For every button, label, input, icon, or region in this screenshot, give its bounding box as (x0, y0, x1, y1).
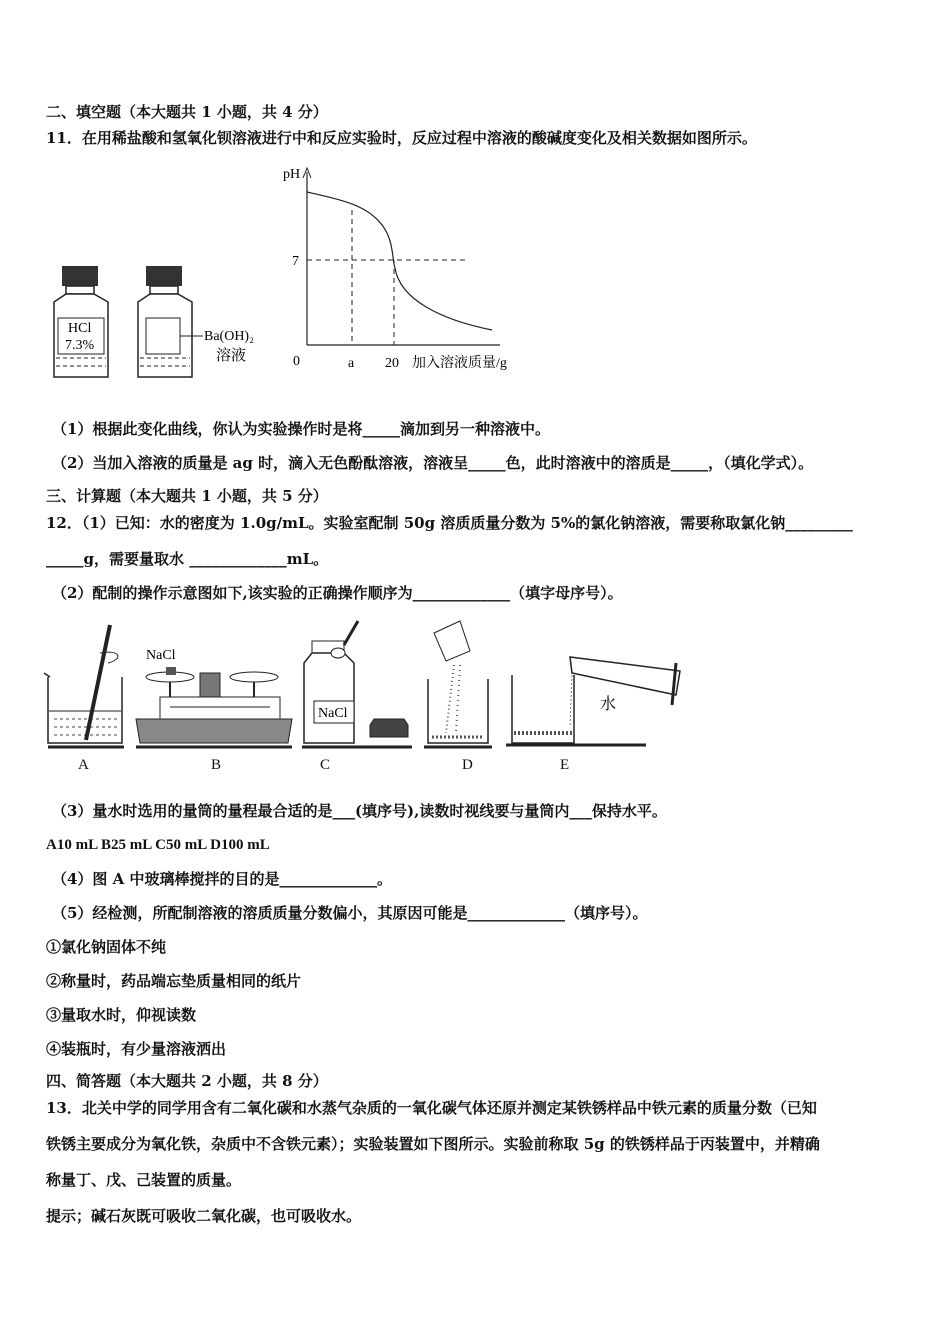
question-12-part-5: （5）经检测，所配制溶液的溶质质量分数偏小，其原因可能是_____________（填序号）。 (52, 904, 648, 922)
ph-curve-graph (282, 160, 537, 375)
nacl-label-bottle: NaCl (318, 706, 348, 721)
x-tick-a: a (348, 356, 355, 371)
reagent-bottles-figure (48, 262, 288, 384)
x-origin: 0 (293, 354, 300, 369)
section-heading-fill-blank: 二、填空题（本大题共 1 小题，共 4 分） (46, 103, 328, 121)
x-tick-20: 20 (385, 356, 399, 371)
figure-label-c: C (320, 757, 331, 773)
question-12-options: A10 mL B25 mL C50 mL D100 mL (46, 837, 270, 853)
bottle2-label-2: 溶液 (216, 348, 247, 364)
reason-4: ④装瓶时，有少量溶液洒出 (46, 1040, 227, 1058)
step-c-taking-nacl (302, 621, 412, 747)
figure-label-e: E (560, 757, 570, 773)
step-d-pouring-solid (424, 621, 492, 747)
figure-label-a: A (78, 757, 89, 773)
reason-3: ③量取水时，仰视读数 (46, 1006, 197, 1024)
question-11-part-2: （2）当加入溶液的质量是 ag 时，滴入无色酚酞溶液，溶液呈_____色，此时溶液中的溶质是_____，（填化学式）。 (52, 454, 814, 472)
figure-label-b: B (211, 757, 222, 773)
question-11-stem: 11．在用稀盐酸和氢氧化钡溶液进行中和反应实验时，反应过程中溶液的酸碱度变化及相关数据如图所示。 (46, 129, 757, 147)
question-13-line-3: 称量丁、戊、己装置的质量。 (46, 1171, 242, 1189)
question-12-part-1a: 12．（1）已知：水的密度为 1.0g/mL。实验室配制 50g 溶质质量分数为 5%的氯化钠溶液，需要称取氯化钠_________ (46, 514, 853, 532)
question-11-part-1: （1）根据此变化曲线，你认为实验操作时是将_____滴加到另一种溶液中。 (52, 420, 550, 438)
reason-1: ①氯化钠固体不纯 (46, 938, 167, 956)
solution-preparation-figure (40, 615, 690, 780)
x-axis-label: 加入溶液质量/g (412, 356, 507, 371)
y-axis-label: pH (283, 167, 301, 182)
bottle1-label-1: HCl (68, 321, 92, 336)
bottle2-cap (146, 266, 182, 286)
question-12-part-2: （2）配制的操作示意图如下,该实验的正确操作顺序为_____________（填字母序号）。 (52, 584, 623, 602)
bottle1-label-2: 7.3% (65, 338, 95, 353)
nacl-label-balance: NaCl (146, 648, 176, 663)
step-a-stirring (44, 625, 124, 747)
question-13-hint: 提示；碱石灰既可吸收二氧化碳，也可吸收水。 (46, 1207, 362, 1225)
question-12-part-1b: _____g，需要量取水 _____________mL。 (46, 550, 329, 568)
figure-label-d: D (462, 757, 473, 773)
reason-2: ②称量时，药品端忘垫质量相同的纸片 (46, 972, 302, 990)
question-13-line-1: 13．北关中学的同学用含有二氧化碳和水蒸气杂质的一氧化碳气体还原并测定某铁锈样品中铁元素的质量分数（已知 (46, 1099, 817, 1117)
bottle1-cap (62, 266, 98, 286)
ph-curve (307, 192, 492, 330)
section-heading-short-answer: 四、简答题（本大题共 2 小题，共 8 分） (46, 1072, 328, 1090)
step-b-weighing (136, 648, 292, 747)
question-13-line-2: 铁锈主要成分为氧化铁，杂质中不含铁元素）；实验装置如下图所示。实验前称取 5g 的铁锈样品于丙装置中，并精确 (46, 1135, 820, 1153)
section-heading-calculation: 三、计算题（本大题共 1 小题，共 5 分） (46, 487, 328, 505)
question-12-part-4: （4）图 A 中玻璃棒搅拌的目的是_____________。 (52, 870, 393, 888)
y-tick-7: 7 (292, 254, 299, 269)
bottle2-label-1: Ba(OH)₂ (204, 329, 254, 344)
step-e-pouring-water (506, 657, 680, 745)
question-12-part-3: （3）量水时选用的量筒的量程最合适的是___(填序号),读数时视线要与量筒内___保持水平。 (52, 802, 667, 820)
water-label: 水 (600, 696, 617, 713)
